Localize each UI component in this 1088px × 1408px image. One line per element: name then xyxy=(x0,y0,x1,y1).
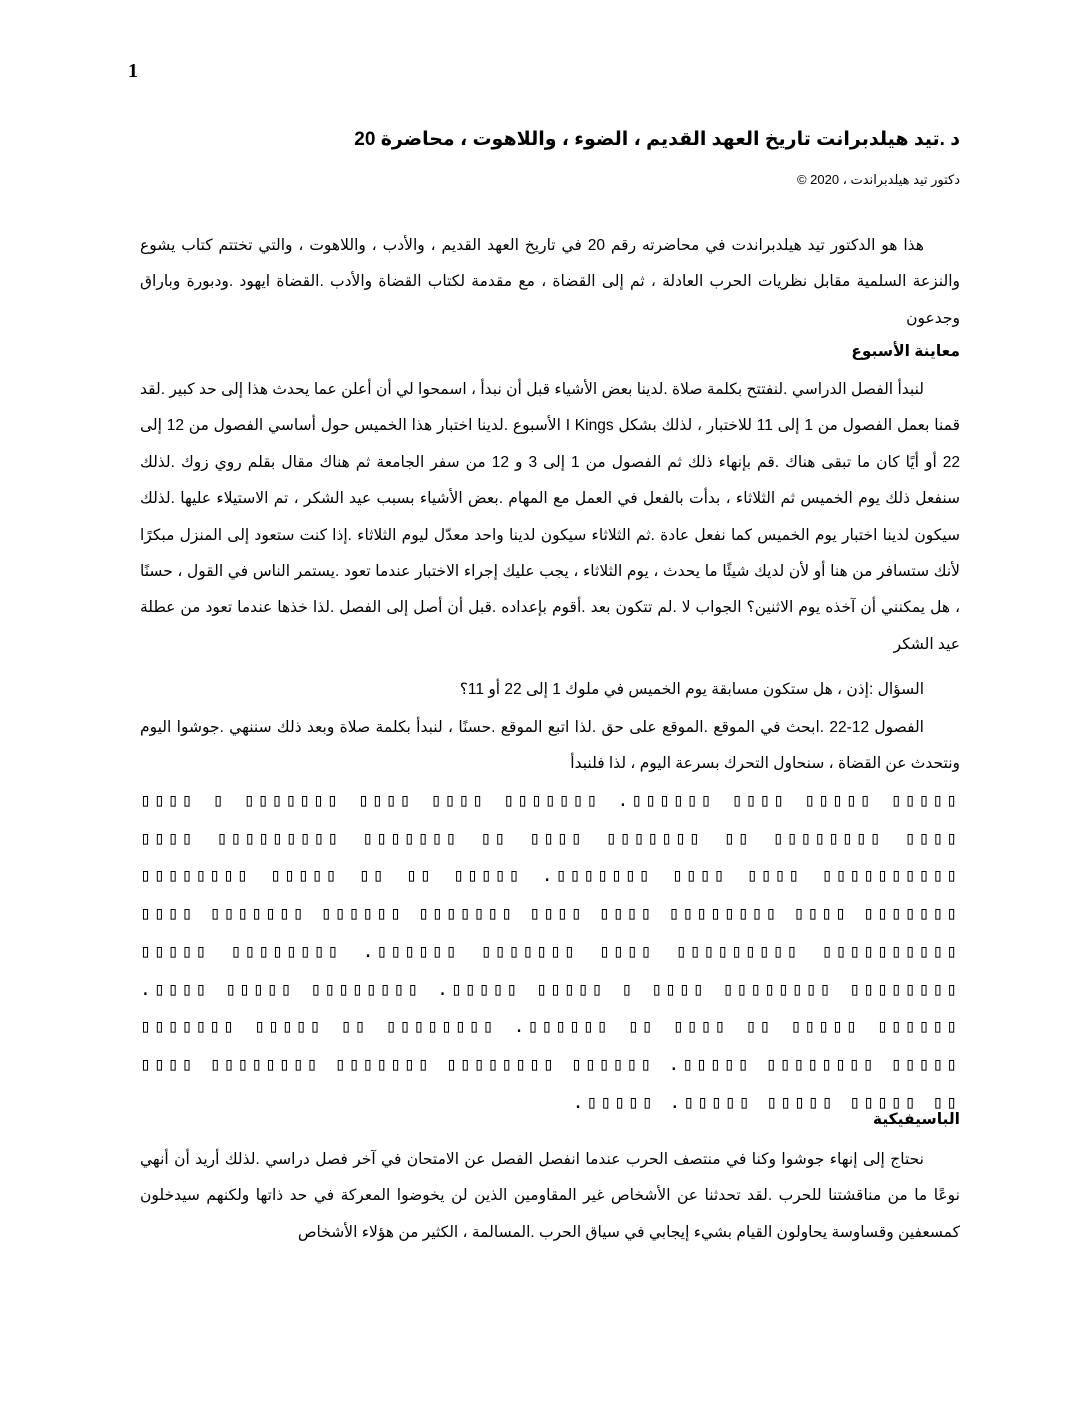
section-heading-week-preview: معاينة الأسبوع xyxy=(851,343,960,360)
intro-paragraph xyxy=(140,228,960,337)
document-title: د .تيد هيلدبرانت تاريخ العهد القديم ، الضوء ، واللاهوت ، محاضرة 20 xyxy=(354,129,960,150)
question-paragraph xyxy=(140,672,960,708)
week-preview-text: لنبدأ الفصل الدراسي .لنفتتح بكلمة صلاة .لدينا بعض الأشياء قبل أن نبدأ ، اسمحوا لي أن أعلن عما يحدث هذا إلى حد كبير .لقد قمنا بعمل الفصول من 1 إلى 11 للاختبار ، لذلك بشكل I Kings الأسبوع .لدينا اختبار هذا الخميس حول أساسي الفصول من 12 إلى 22 أو أيًا كان ما تبقى هناك .قم بإنهاء ذلك ثم الفصول من 1 إلى 3 و 12 من سفر الجامعة ثم هناك مقال بقلم روي زوك .لذلك سنفعل ذلك يوم الخميس ثم الثلاثاء ، بدأت بالفعل في العمل مع المهام .بعض الأشياء بسبب عيد الشكر ، تم الاستيلاء عليها .لذلك سيكون لدينا اختبار يوم الخميس كما نفعل عادة .ثم الثلاثاء سيكون لدينا واحد معدّل ليوم الثلاثاء .إذا كنت ستعود إلى المنزل مبكرًا لأنك ستسافر من هنا أو لأن لديك شيئًا ما يحدث ، يوم الثلاثاء ، يجب عليك إجراء الاختبار عندما تعود .يستمر الناس في القول ، حسنًا ، هل يمكنني أن آخذه يوم الاثنين؟ الجواب لا .لم تتكون بعد .أقوم بإعداده .قبل أن أصل إلى الفصل .لذا خذها عندما تعود من عطلة عيد الشكر xyxy=(140,381,961,653)
unrendered-glyph-block: ▯▯▯▯▯ ▯▯▯▯▯ ▯▯▯▯ ▯▯▯▯▯▯. ▯▯▯▯▯▯▯ ▯▯▯▯ ▯▯▯▯ ▯▯▯▯▯▯▯ ▯ ▯▯▯▯ ▯▯▯▯ ▯▯▯▯▯▯▯▯ ▯▯ ▯▯▯▯▯▯▯ ▯▯▯▯ ▯▯ ▯▯▯▯▯▯▯ ▯▯▯▯▯▯▯▯▯ ▯▯▯▯ ▯▯▯▯▯▯▯▯▯▯ ▯▯▯▯ ▯▯▯▯ ▯▯▯▯▯▯▯. ▯▯▯▯▯ ▯▯ ▯▯ ▯▯▯▯▯ ▯▯▯▯▯▯▯▯ ▯▯▯▯▯▯▯ ▯▯▯▯ ▯▯▯▯▯▯▯▯ ▯▯▯▯ ▯▯▯▯ ▯▯▯▯▯▯▯ ▯▯▯▯▯▯ ▯▯▯▯▯▯▯ ▯▯▯▯ ▯▯▯▯▯▯▯▯▯▯ ▯▯▯▯▯▯▯▯▯ ▯▯▯▯ ▯▯▯▯▯▯▯ ▯▯▯▯▯▯. ▯▯▯▯▯▯▯▯ ▯▯▯▯▯ ▯▯▯▯▯▯▯▯ ▯▯▯▯▯▯▯▯ ▯▯▯▯ ▯ ▯▯▯▯▯ ▯▯▯▯▯. ▯▯▯▯▯▯▯▯ ▯▯▯▯▯ ▯▯▯▯. ▯▯▯▯▯▯ ▯▯▯▯▯ ▯▯ ▯▯▯▯ ▯▯ ▯▯▯▯▯▯. ▯▯▯▯▯▯▯▯ ▯▯ ▯▯▯▯▯ ▯▯▯▯▯▯▯ ▯▯▯▯▯ ▯▯▯▯▯▯▯▯ ▯▯▯▯▯. ▯▯▯▯▯▯ ▯▯▯▯▯▯▯▯ ▯▯▯▯▯▯▯ ▯▯▯▯▯▯▯▯ ▯▯▯▯ ▯▯ ▯▯▯▯▯ ▯▯▯▯▯ ▯▯▯▯▯. ▯▯▯▯▯. xyxy=(140,790,960,1113)
answer-text: الفصول 12-22 .ابحث في الموقع .الموقع على حق .لذا اتبع الموقع .حسنًا ، لنبدأ بكلمة صلاة وبعد ذلك سننهي .جوشوا اليوم ونتحدث عن القضاة ، سنحاول التحرك بسرعة اليوم ، لذا فلنبدأ xyxy=(140,719,960,773)
page-number: 1 xyxy=(128,60,138,82)
section-heading-pacifism: الباسيفيكية xyxy=(872,1111,960,1128)
answer-paragraph xyxy=(140,710,960,783)
copyright-line: دكتور تيد هيلدبراندت ، 2020 © xyxy=(796,172,960,187)
week-preview-paragraph xyxy=(140,372,960,663)
question-text: السؤال :إذن ، هل ستكون مسابقة يوم الخميس في ملوك 1 إلى 22 أو 11؟ xyxy=(459,681,924,698)
intro-text: هذا هو الدكتور تيد هيلدبراندت في محاضرته رقم 20 في تاريخ العهد القديم ، والأدب ، واللاهوت ، والتي تختتم كتاب يشوع والنزعة السلمية مقابل نظريات الحرب العادلة ، ثم إلى القضاة ، مع مقدمة لكتاب القضاة والأدب .القضاة ايهود .ودبورة وباراق وجدعون xyxy=(140,237,960,327)
pacifism-text: نحتاج إلى إنهاء جوشوا وكنا في منتصف الحرب عندما انفصل الفصل عن الامتحان في آخر فصل دراسي .لذلك أريد أن أنهي نوعًا ما من مناقشتنا للحرب .لقد تحدثنا عن الأشخاص غير المقاومين الذين لن يخوضوا المعركة في حد ذاتها ولكنهم سيدخلون كمسعفين وقساوسة يحاولون القيام بشيء إيجابي في سياق الحرب .المسالمة ، الكثير من هؤلاء الأشخاص xyxy=(140,1151,960,1241)
pacifism-paragraph xyxy=(140,1142,960,1251)
